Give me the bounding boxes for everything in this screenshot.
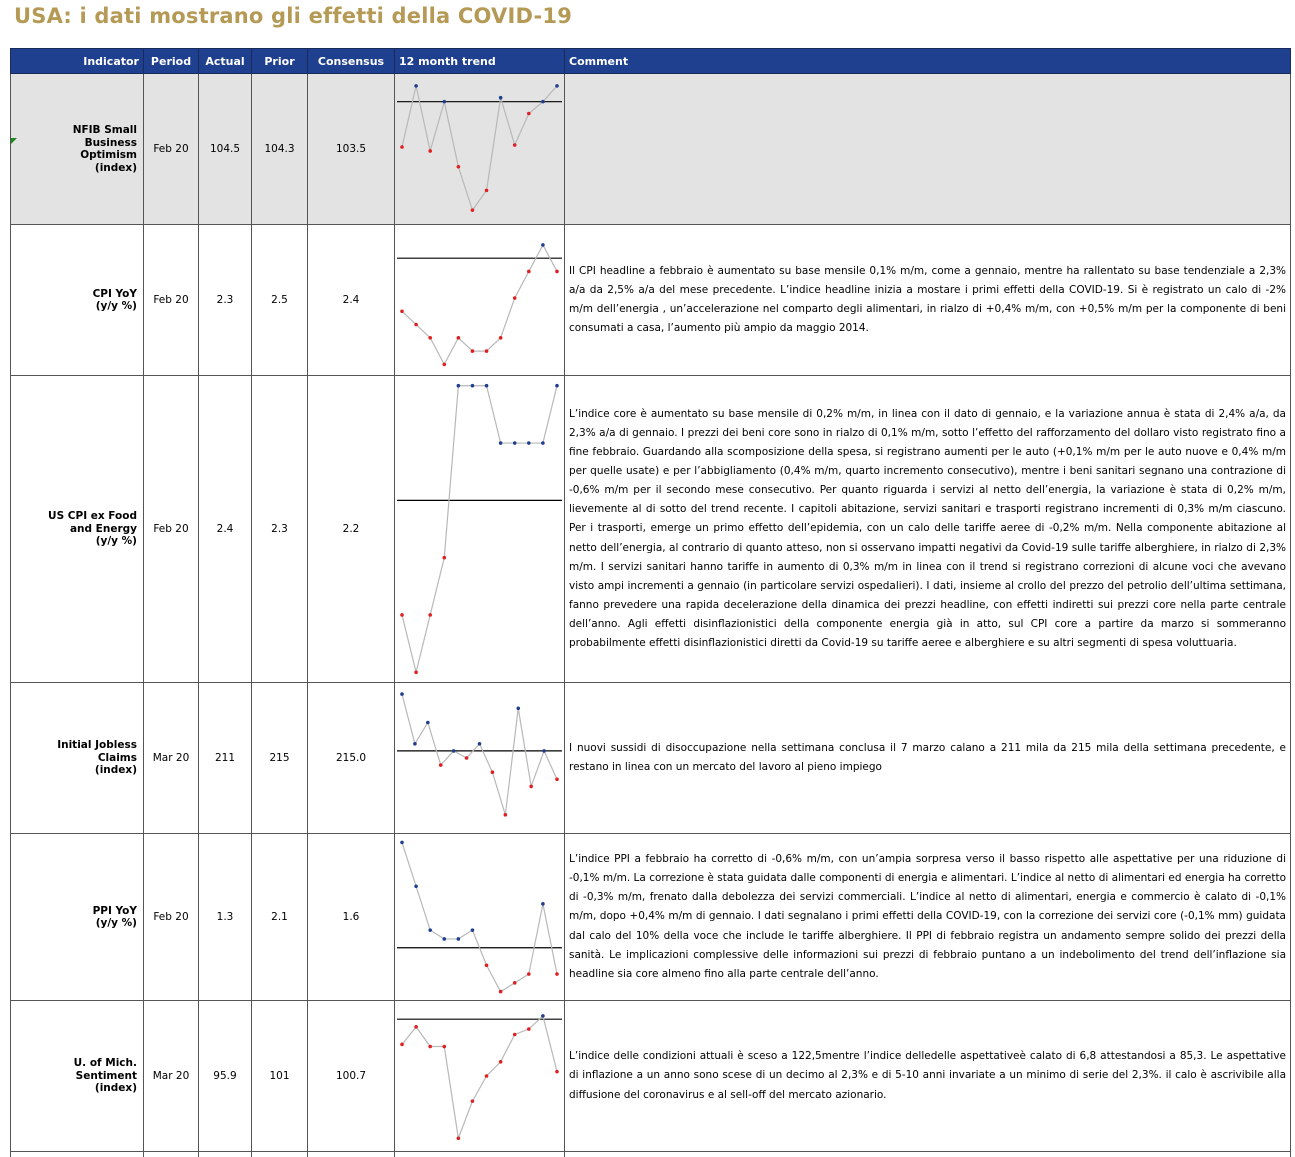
page-title: USA: i dati mostrano gli effetti della COVID-19 <box>14 4 572 28</box>
actual-cell: 2.3 <box>199 225 252 376</box>
trend-point <box>428 1045 432 1049</box>
trend-point <box>457 1136 461 1140</box>
sparkline-chart <box>395 376 564 682</box>
actual-cell: 104.5 <box>199 74 252 225</box>
indicator-name: PPI YoY <box>13 905 137 918</box>
trend-point <box>426 721 430 725</box>
trend-point <box>555 270 559 274</box>
trend-point <box>555 384 559 388</box>
trend-cell <box>395 376 565 683</box>
trend-point <box>414 323 418 327</box>
trend-point <box>442 1045 446 1049</box>
indicator-unit: (index) <box>13 764 137 777</box>
header-actual: Actual <box>199 49 252 74</box>
trend-point <box>527 1027 531 1031</box>
trend-point <box>527 112 531 116</box>
trend-point <box>439 763 443 767</box>
trend-point <box>400 613 404 617</box>
trend-point <box>541 441 545 445</box>
trend-point <box>513 1033 517 1037</box>
indicator-name: NFIB Small <box>13 124 137 137</box>
cell-note-marker <box>11 138 17 144</box>
trend-point <box>471 349 475 353</box>
table-row <box>11 683 1291 834</box>
trend-point <box>541 902 545 906</box>
indicator-unit: (index) <box>13 162 137 175</box>
trend-point <box>400 309 404 313</box>
period-cell: Feb 20 <box>144 74 199 225</box>
trend-point <box>442 363 446 367</box>
header-comment: Comment <box>565 49 1291 74</box>
trend-point <box>485 349 489 353</box>
trend-cell <box>395 225 565 376</box>
header-period: Period <box>144 49 199 74</box>
indicator-name: U. of Mich. <box>13 1057 137 1070</box>
trend-point <box>513 981 517 985</box>
indicator-name: Business <box>13 137 137 150</box>
trend-point <box>485 963 489 967</box>
trend-cell <box>395 683 565 834</box>
comment-cell: L’indice core è aumentato su base mensile di 0,2% m/m, in linea con il dato di gennaio, e la variazione annua è stata di 2,4% a/a, da 2,3% a/a di gennaio. I prezzi dei beni core sono in rialzo di 0,1% m/m, sotto l’effetto del rafforzamento del dollaro visto registrato fino a fine febbraio. Guardando alla scomposizione della spesa, si registrano aumenti per le auto (+0,1% m/m per le auto nuove e 0,4% m/m per quelle usate) e per l’abbigliamento (0,4% m/m, quarto incremento consecutivo), mentre i beni sanitari segnano una contrazione di -0,6% m/m per il secondo mese consecutivo. Per quanto riguarda i servizi al netto dell’energia, la variazione è stata di 0,2% m/m, lievemente al di sotto del trend recente. I capitoli abitazione, servizi sanitari e trasporti registrano incrementi di 0,3% m/m ciascuno. Per i trasporti, emerge un primo effetto dell’epidemia, con un calo delle tariffe aeree di -0,2% m/m. Nella componente abitazione al netto dell’energia, al contrario di quanto atteso, non si osservano impatti negativi da Covid-19 sulle tariffe alberghiere, in rialzo di 2,3% m/m. I servizi sanitari hanno tariffe in aumento di 0,3% m/m in linea con il trend si registrano correzioni di alcune voci che avevano visto ampi incrementi a gennaio (in particolare servizi ospedalieri). I dati, insieme al crollo del prezzo del petrolio dell’ultima settimana, fanno prevedere una rapida decelerazione della dinamica dei prezzi headline, con effetti indiretti sui prezzi core nella parte centrale dell’anno. Agli effetti disinflazionistici della componente energia già in atto, sul CPI core a partire da marzo si sommeranno probabilmente effetti disinflazionistici diretti da Covid-19 su tariffe aeree e alberghiere e su altri segmenti di spesa voluttuaria. <box>565 376 1291 683</box>
trend-point <box>442 937 446 941</box>
actual-cell: 2.4 <box>199 376 252 683</box>
consensus-cell: 103.5 <box>308 74 395 225</box>
indicator-unit: (y/y %) <box>13 300 137 313</box>
indicator-name: Sentiment <box>13 1070 137 1083</box>
header-indicator: Indicator <box>11 49 144 74</box>
header-consensus: Consensus <box>308 49 395 74</box>
trend-point <box>485 1074 489 1078</box>
trend-point <box>457 336 461 340</box>
header-trend: 12 month trend <box>395 49 565 74</box>
trend-point <box>513 441 517 445</box>
trend-point <box>485 189 489 193</box>
sparkline-chart <box>395 225 564 375</box>
trend-point <box>555 778 559 782</box>
actual-cell: 95.9 <box>199 1001 252 1152</box>
consensus-cell: 1.6 <box>308 834 395 1001</box>
indicator-name: and Energy <box>13 523 137 536</box>
sparkline-chart <box>395 1001 564 1151</box>
trend-point <box>400 841 404 845</box>
trend-point <box>499 336 503 340</box>
comment-cell: Il CPI headline a febbraio è aumentato su base mensile 0,1% m/m, come a gennaio, mentre ha rallentato su base tendenziale a 2,3% a/a da 2,5% a/a del mese precedente. L’indice headline inizia a mostare i primi effetti della COVID-19. Si è registrato un calo di -2% m/m dell’energia , un’accelerazione nel comparto degli alimentari, in rialzo di +0,4% m/m, con +0,5% m/m per la componente di beni consumati a casa, l’aumento più ampio da maggio 2014. <box>565 225 1291 376</box>
indicator-name: CPI YoY <box>13 288 137 301</box>
prior-cell: 2.1 <box>252 834 308 1001</box>
consensus-cell: 2.2 <box>308 376 395 683</box>
trend-point <box>414 670 418 674</box>
trend-cell <box>395 834 565 1001</box>
trend-point <box>504 813 508 817</box>
indicator-unit: (y/y %) <box>13 535 137 548</box>
period-cell: Feb 20 <box>144 834 199 1001</box>
trend-point <box>541 243 545 247</box>
prior-cell: 104.3 <box>252 74 308 225</box>
indicator-unit: (index) <box>13 1082 137 1095</box>
trend-point <box>428 928 432 932</box>
trend-line <box>402 86 557 210</box>
trend-point <box>527 441 531 445</box>
consensus-cell: 215.0 <box>308 683 395 834</box>
prior-cell: 2.3 <box>252 376 308 683</box>
sparkline-chart <box>395 834 564 1000</box>
header-prior: Prior <box>252 49 308 74</box>
trend-point <box>471 1099 475 1103</box>
period-cell: Mar 20 <box>144 683 199 834</box>
trend-line <box>402 842 557 991</box>
trend-cell <box>395 74 565 225</box>
trend-line <box>402 245 557 364</box>
indicator-name: Claims <box>13 752 137 765</box>
prior-cell: 2.5 <box>252 225 308 376</box>
trend-point <box>428 613 432 617</box>
trend-point <box>457 937 461 941</box>
indicator-name: Optimism <box>13 149 137 162</box>
trend-point <box>478 742 482 746</box>
consensus-cell: 2.4 <box>308 225 395 376</box>
indicator-table <box>10 48 1291 1157</box>
indicator-cell <box>11 683 144 834</box>
trend-line <box>402 1016 557 1138</box>
table-row <box>11 376 1291 683</box>
trend-point <box>457 165 461 169</box>
trend-point <box>400 145 404 149</box>
trend-point <box>414 1025 418 1029</box>
trend-point <box>457 384 461 388</box>
trend-point <box>527 972 531 976</box>
table-row <box>11 1001 1291 1152</box>
trend-point <box>452 749 456 753</box>
trend-point <box>442 556 446 560</box>
indicator-unit: (y/y %) <box>13 917 137 930</box>
trend-point <box>413 742 417 746</box>
trend-point <box>471 928 475 932</box>
trend-point <box>555 84 559 88</box>
sparkline-chart <box>395 74 564 224</box>
trend-point <box>527 270 531 274</box>
trend-point <box>471 208 475 212</box>
period-cell: Mar 20 <box>144 1001 199 1152</box>
trend-point <box>499 1060 503 1064</box>
table-row <box>11 834 1291 1001</box>
trend-point <box>541 100 545 104</box>
indicator-name: Initial Jobless <box>13 739 137 752</box>
trend-point <box>471 384 475 388</box>
prior-cell: 215 <box>252 683 308 834</box>
indicator-cell <box>11 1001 144 1152</box>
trend-point <box>442 100 446 104</box>
sparkline-chart <box>395 683 564 833</box>
trend-point <box>491 770 495 774</box>
trend-point <box>555 1070 559 1074</box>
trend-point <box>513 143 517 147</box>
table-row-end <box>11 1152 1291 1157</box>
comment-cell: L’indice PPI a febbraio ha corretto di -0,6% m/m, con un’ampia sorpresa verso il basso rispetto alle aspettative per una riduzione di -0,1% m/m. La correzione è stata guidata dalle componenti di energia e alimentari. L’indice al netto di alimentari ed energia ha corretto di -0,3% m/m, frenato dalla debolezza dei servizi commerciali. L’indice al netto di alimentari, energia e commercio è calato di -0,1% m/m, dopo +0,4% m/m di gennaio. I dati segnalano i primi effetti della COVID-19, con la correzione dei servizi core (-0,1% mm) guidata dal calo del 10% della voce che include le tariffe alberghiere. Il PPI di febbraio registra un andamento sempre solido dei prezzi della sanità. Le implicazioni complessive delle informazioni sui prezzi di febbraio puntano a un indebolimento del trend dell’inflazione sia headline sia core almeno fino alla parte centrale dell’anno. <box>565 834 1291 1001</box>
trend-point <box>414 84 418 88</box>
trend-line <box>402 694 557 815</box>
trend-point <box>516 707 520 711</box>
trend-line <box>402 386 557 673</box>
trend-point <box>414 884 418 888</box>
trend-point <box>400 692 404 696</box>
comment-cell <box>565 74 1291 225</box>
trend-point <box>529 785 533 789</box>
trend-point <box>428 336 432 340</box>
table-row <box>11 74 1291 225</box>
trend-point <box>485 384 489 388</box>
trend-point <box>499 990 503 994</box>
trend-point <box>465 756 469 760</box>
prior-cell: 101 <box>252 1001 308 1152</box>
comment-cell: L’indice delle condizioni attuali è sceso a 122,5mentre l’indice delledelle aspettativeè calato di 6,8 attestandosi a 85,3. Le aspettative di inflazione a un anno sono scese di un decimo al 2,3% e di 5-10 anni invariate a un minimo di serie del 2,3%. il calo è ascrivibile alla diffusione del coronavirus e al sell-off del mercato azionario. <box>565 1001 1291 1152</box>
indicator-name: US CPI ex Food <box>13 510 137 523</box>
trend-point <box>499 441 503 445</box>
trend-point <box>428 149 432 153</box>
indicator-cell <box>11 225 144 376</box>
consensus-cell: 100.7 <box>308 1001 395 1152</box>
trend-point <box>542 749 546 753</box>
actual-cell: 1.3 <box>199 834 252 1001</box>
trend-point <box>541 1014 545 1018</box>
trend-cell <box>395 1001 565 1152</box>
indicator-cell <box>11 376 144 683</box>
trend-point <box>555 972 559 976</box>
table-row <box>11 225 1291 376</box>
trend-point <box>499 96 503 100</box>
header-row <box>11 49 1291 74</box>
trend-point <box>513 296 517 300</box>
comment-cell: I nuovi sussidi di disoccupazione nella settimana conclusa il 7 marzo calano a 211 mila da 215 mila della settimana precedente, e restano in linea con un mercato del lavoro al pieno impiego <box>565 683 1291 834</box>
actual-cell: 211 <box>199 683 252 834</box>
trend-point <box>400 1043 404 1047</box>
indicator-cell <box>11 834 144 1001</box>
indicator-cell <box>11 74 144 225</box>
period-cell: Feb 20 <box>144 376 199 683</box>
period-cell: Feb 20 <box>144 225 199 376</box>
